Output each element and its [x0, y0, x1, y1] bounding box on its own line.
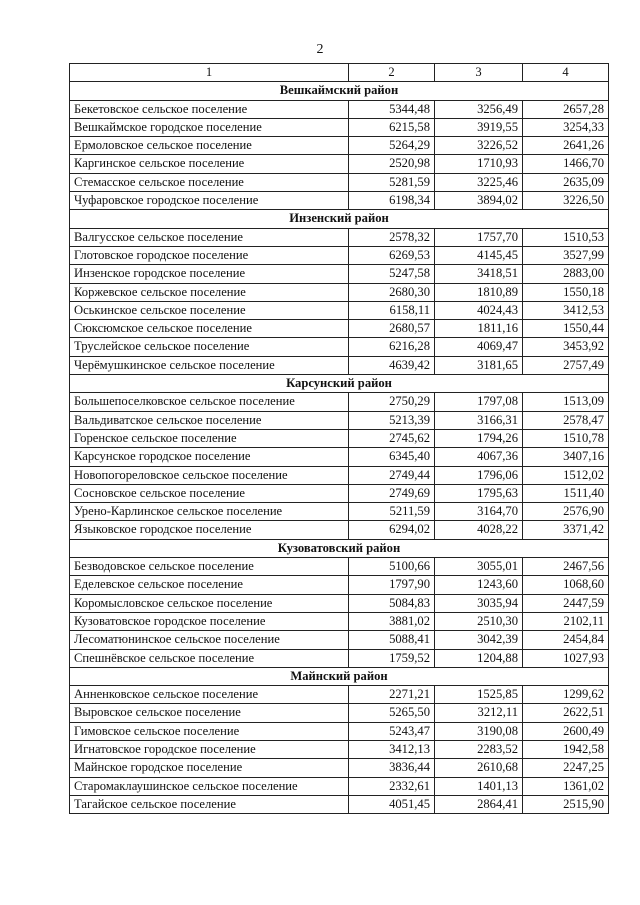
value-col-3: 1204,88 — [435, 649, 523, 667]
value-col-3: 2864,41 — [435, 795, 523, 813]
value-col-3: 3164,70 — [435, 503, 523, 521]
value-col-4: 3453,92 — [523, 338, 609, 356]
value-col-3: 3055,01 — [435, 558, 523, 576]
value-col-4: 2454,84 — [523, 631, 609, 649]
table-row — [70, 155, 609, 173]
value-col-4: 2102,11 — [523, 612, 609, 630]
settlement-name: Лесоматюнинское сельское поселение — [70, 631, 349, 649]
settlement-name: Анненковское сельское поселение — [70, 686, 349, 704]
value-col-2: 6294,02 — [349, 521, 435, 539]
settlement-name: Стемасское сельское поселение — [70, 173, 349, 191]
column-header: 2 — [349, 64, 435, 82]
value-col-3: 2283,52 — [435, 740, 523, 758]
value-col-2: 5088,41 — [349, 631, 435, 649]
table-row — [70, 777, 609, 795]
value-col-2: 5213,39 — [349, 411, 435, 429]
value-col-2: 3412,13 — [349, 740, 435, 758]
district-name: Вешкаймский район — [70, 82, 609, 100]
table-row — [70, 722, 609, 740]
value-col-3: 1796,06 — [435, 466, 523, 484]
district-header-row — [70, 667, 609, 685]
table-row — [70, 740, 609, 758]
value-col-4: 3254,33 — [523, 118, 609, 136]
settlement-name: Большепоселковское сельское поселение — [70, 393, 349, 411]
settlement-name: Чуфаровское городское поселение — [70, 192, 349, 210]
table-row — [70, 265, 609, 283]
table-row — [70, 576, 609, 594]
value-col-2: 5265,50 — [349, 704, 435, 722]
value-col-3: 1710,93 — [435, 155, 523, 173]
table-row — [70, 612, 609, 630]
value-col-4: 3371,42 — [523, 521, 609, 539]
value-col-2: 3836,44 — [349, 759, 435, 777]
value-col-4: 2635,09 — [523, 173, 609, 191]
table-row — [70, 466, 609, 484]
table-row — [70, 137, 609, 155]
value-col-4: 3226,50 — [523, 192, 609, 210]
value-col-2: 2745,62 — [349, 429, 435, 447]
value-col-4: 1942,58 — [523, 740, 609, 758]
value-col-3: 3418,51 — [435, 265, 523, 283]
settlement-name: Вальдиватское сельское поселение — [70, 411, 349, 429]
settlement-name: Каргинское сельское поселение — [70, 155, 349, 173]
value-col-3: 1243,60 — [435, 576, 523, 594]
value-col-2: 5344,48 — [349, 100, 435, 118]
table-row — [70, 192, 609, 210]
table-row — [70, 228, 609, 246]
value-col-2: 5247,58 — [349, 265, 435, 283]
value-col-2: 6216,28 — [349, 338, 435, 356]
value-col-4: 2515,90 — [523, 795, 609, 813]
value-col-2: 2749,69 — [349, 484, 435, 502]
district-header-row — [70, 210, 609, 228]
value-col-2: 3881,02 — [349, 612, 435, 630]
table-row — [70, 100, 609, 118]
value-col-3: 3226,52 — [435, 137, 523, 155]
column-header: 1 — [70, 64, 349, 82]
settlement-name: Старомаклаушинское сельское поселение — [70, 777, 349, 795]
value-col-2: 6215,58 — [349, 118, 435, 136]
value-col-2: 1759,52 — [349, 649, 435, 667]
value-col-4: 2641,26 — [523, 137, 609, 155]
value-col-4: 2757,49 — [523, 356, 609, 374]
value-col-2: 4051,45 — [349, 795, 435, 813]
value-col-4: 2578,47 — [523, 411, 609, 429]
settlement-name: Спешнёвское сельское поселение — [70, 649, 349, 667]
value-col-2: 2749,44 — [349, 466, 435, 484]
table-row — [70, 338, 609, 356]
settlement-name: Еделевское сельское поселение — [70, 576, 349, 594]
value-col-2: 2271,21 — [349, 686, 435, 704]
table-row — [70, 631, 609, 649]
settlement-name: Безводовское сельское поселение — [70, 558, 349, 576]
settlement-name: Игнатовское городское поселение — [70, 740, 349, 758]
district-header-row — [70, 375, 609, 393]
settlement-name: Карсунское городское поселение — [70, 448, 349, 466]
settlement-name: Валгусское сельское поселение — [70, 228, 349, 246]
settlement-name: Труслейское сельское поселение — [70, 338, 349, 356]
value-col-3: 3212,11 — [435, 704, 523, 722]
settlement-name: Инзенское городское поселение — [70, 265, 349, 283]
settlement-name: Черёмушкинское сельское поселение — [70, 356, 349, 374]
value-col-3: 4028,22 — [435, 521, 523, 539]
table-row — [70, 594, 609, 612]
value-col-3: 3042,39 — [435, 631, 523, 649]
table-row — [70, 558, 609, 576]
value-col-4: 2883,00 — [523, 265, 609, 283]
settlement-name: Сосновское сельское поселение — [70, 484, 349, 502]
value-col-4: 3527,99 — [523, 246, 609, 264]
value-col-3: 1794,26 — [435, 429, 523, 447]
value-col-3: 4067,36 — [435, 448, 523, 466]
value-col-3: 3225,46 — [435, 173, 523, 191]
value-col-4: 1513,09 — [523, 393, 609, 411]
district-name: Майнский район — [70, 667, 609, 685]
settlement-name: Языковское городское поселение — [70, 521, 349, 539]
district-name: Кузоватовский район — [70, 539, 609, 557]
value-col-3: 4145,45 — [435, 246, 523, 264]
value-col-4: 2657,28 — [523, 100, 609, 118]
value-col-3: 4069,47 — [435, 338, 523, 356]
value-col-2: 5211,59 — [349, 503, 435, 521]
table-row — [70, 320, 609, 338]
table-row — [70, 686, 609, 704]
value-col-4: 2600,49 — [523, 722, 609, 740]
value-col-2: 2578,32 — [349, 228, 435, 246]
value-col-3: 3894,02 — [435, 192, 523, 210]
value-col-3: 3166,31 — [435, 411, 523, 429]
table-row — [70, 173, 609, 191]
value-col-3: 3919,55 — [435, 118, 523, 136]
table-row — [70, 503, 609, 521]
value-col-3: 1795,63 — [435, 484, 523, 502]
table-row — [70, 246, 609, 264]
value-col-3: 3035,94 — [435, 594, 523, 612]
table-row — [70, 356, 609, 374]
value-col-4: 3407,16 — [523, 448, 609, 466]
table-row — [70, 448, 609, 466]
district-header-row — [70, 539, 609, 557]
settlement-name: Глотовское городское поселение — [70, 246, 349, 264]
value-col-2: 6269,53 — [349, 246, 435, 264]
value-col-3: 3190,08 — [435, 722, 523, 740]
value-col-4: 1510,78 — [523, 429, 609, 447]
value-col-2: 6345,40 — [349, 448, 435, 466]
value-col-3: 3256,49 — [435, 100, 523, 118]
district-name: Инзенский район — [70, 210, 609, 228]
table-row — [70, 795, 609, 813]
settlements-table — [69, 63, 609, 814]
value-col-2: 6158,11 — [349, 301, 435, 319]
settlement-name: Коржевское сельское поселение — [70, 283, 349, 301]
value-col-4: 1510,53 — [523, 228, 609, 246]
value-col-3: 1797,08 — [435, 393, 523, 411]
settlement-name: Выровское сельское поселение — [70, 704, 349, 722]
value-col-4: 1027,93 — [523, 649, 609, 667]
value-col-3: 4024,43 — [435, 301, 523, 319]
value-col-2: 5243,47 — [349, 722, 435, 740]
value-col-3: 3181,65 — [435, 356, 523, 374]
value-col-3: 2610,68 — [435, 759, 523, 777]
settlement-name: Ермоловское сельское поселение — [70, 137, 349, 155]
district-header-row — [70, 82, 609, 100]
header-row — [70, 64, 609, 82]
column-header: 4 — [523, 64, 609, 82]
value-col-4: 1512,02 — [523, 466, 609, 484]
table-row — [70, 411, 609, 429]
value-col-2: 2750,29 — [349, 393, 435, 411]
value-col-3: 2510,30 — [435, 612, 523, 630]
table-row — [70, 301, 609, 319]
value-col-3: 1525,85 — [435, 686, 523, 704]
settlement-name: Майнское городское поселение — [70, 759, 349, 777]
value-col-2: 6198,34 — [349, 192, 435, 210]
value-col-2: 5100,66 — [349, 558, 435, 576]
value-col-3: 1810,89 — [435, 283, 523, 301]
value-col-2: 5264,29 — [349, 137, 435, 155]
page-number: 2 — [316, 42, 324, 57]
column-header: 3 — [435, 64, 523, 82]
value-col-4: 2622,51 — [523, 704, 609, 722]
value-col-3: 1401,13 — [435, 777, 523, 795]
settlement-name: Урено-Карлинское сельское поселение — [70, 503, 349, 521]
value-col-4: 1466,70 — [523, 155, 609, 173]
value-col-4: 2247,25 — [523, 759, 609, 777]
value-col-2: 2680,30 — [349, 283, 435, 301]
value-col-4: 1361,02 — [523, 777, 609, 795]
value-col-4: 2576,90 — [523, 503, 609, 521]
table-row — [70, 393, 609, 411]
settlement-name: Сюксюмское сельское поселение — [70, 320, 349, 338]
table-row — [70, 429, 609, 447]
value-col-4: 1550,18 — [523, 283, 609, 301]
district-name: Карсунский район — [70, 375, 609, 393]
settlement-name: Бекетовское сельское поселение — [70, 100, 349, 118]
value-col-2: 2680,57 — [349, 320, 435, 338]
value-col-4: 1299,62 — [523, 686, 609, 704]
table-row — [70, 118, 609, 136]
table-row — [70, 649, 609, 667]
table-row — [70, 704, 609, 722]
settlement-name: Гимовское сельское поселение — [70, 722, 349, 740]
settlement-name: Оськинское сельское поселение — [70, 301, 349, 319]
value-col-4: 2447,59 — [523, 594, 609, 612]
value-col-2: 4639,42 — [349, 356, 435, 374]
value-col-4: 2467,56 — [523, 558, 609, 576]
settlement-name: Кузоватовское городское поселение — [70, 612, 349, 630]
table-row — [70, 521, 609, 539]
settlement-name: Горенское сельское поселение — [70, 429, 349, 447]
value-col-2: 1797,90 — [349, 576, 435, 594]
settlement-name: Новопогореловское сельское поселение — [70, 466, 349, 484]
value-col-2: 2520,98 — [349, 155, 435, 173]
value-col-2: 5281,59 — [349, 173, 435, 191]
settlement-name: Тагайское сельское поселение — [70, 795, 349, 813]
table-row — [70, 283, 609, 301]
value-col-4: 1068,60 — [523, 576, 609, 594]
value-col-3: 1811,16 — [435, 320, 523, 338]
value-col-4: 1550,44 — [523, 320, 609, 338]
table-row — [70, 484, 609, 502]
value-col-3: 1757,70 — [435, 228, 523, 246]
value-col-2: 5084,83 — [349, 594, 435, 612]
value-col-4: 1511,40 — [523, 484, 609, 502]
settlement-name: Коромысловское сельское поселение — [70, 594, 349, 612]
table-row — [70, 759, 609, 777]
value-col-4: 3412,53 — [523, 301, 609, 319]
settlement-name: Вешкаймское городское поселение — [70, 118, 349, 136]
value-col-2: 2332,61 — [349, 777, 435, 795]
